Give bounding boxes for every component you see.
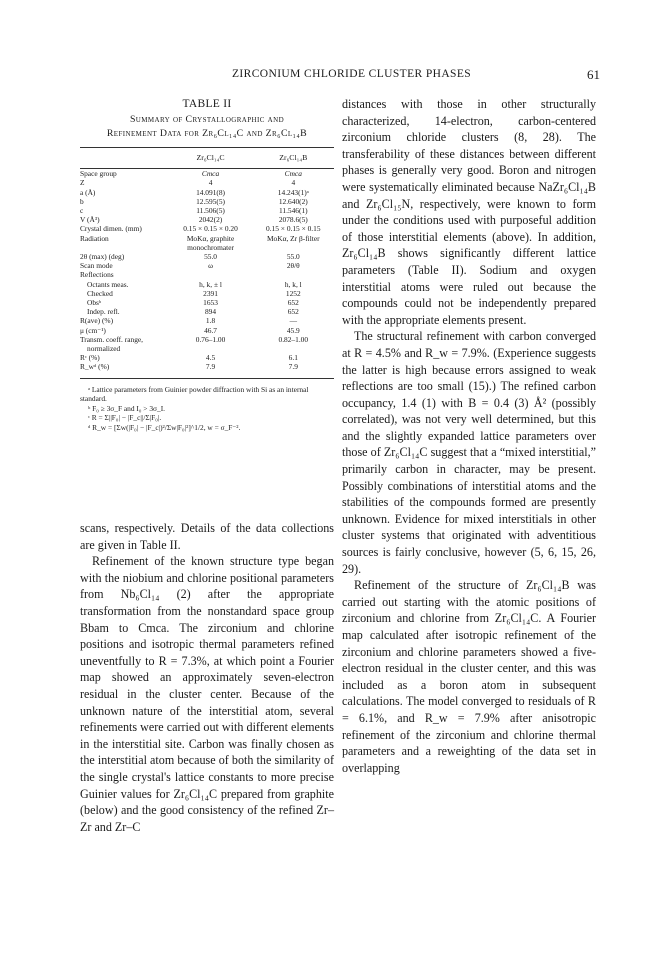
table-footnote: ᵇ F₀ ≥ 3σ_F and I₀ > 3σ_I. xyxy=(88,403,166,413)
zr6cl14c-value: ω xyxy=(208,261,213,271)
row-label: Reflections xyxy=(80,270,114,280)
body-paragraph: The structural refinement with carbon converged at R = 4.5% and R_w = 7.9%. (Experience suggests the latter is high because errors assigned to weak reflections are too small (15).) The refined carbon occupancy, 1.4 (1) with B = 0.4 (3) Å² (possibly correlated), was not very well determined, but this and the slightly expanded lattice parameters over those of Zr₆Cl₁₄C suggest that a “mixed interstitial,” primarily carbon in character, may be present. Possibly combinations of interstitial atoms and the stabilities of the compounds formed are presently unknown. Evidence for mixed interstitials in other cluster systems that originated with adventitious sources is fairly conclusive, however (5, 6, 15, 26, 29). xyxy=(342,329,596,576)
table-row xyxy=(80,178,334,187)
table-row xyxy=(80,316,334,325)
zr6cl14b-value: Cmca xyxy=(284,169,302,179)
zr6cl14b-value: — xyxy=(289,316,297,326)
zr6cl14c-value: MoKα, graphite xyxy=(186,233,235,243)
zr6cl14c-value xyxy=(169,270,253,279)
crystallographic-data-table xyxy=(80,147,334,379)
zr6cl14b-value xyxy=(253,344,334,353)
zr6cl14c-value: 11.506(5) xyxy=(196,206,225,216)
table-footnote: ᵃ Lattice parameters from Guinier powder diffraction with Si as an internal standard. xyxy=(80,384,309,404)
zr6cl14b-value: 1252 xyxy=(285,288,301,298)
row-label: Radiation xyxy=(80,233,109,243)
zr6cl14b-value: 0.82–1.00 xyxy=(278,334,309,344)
row-label: c xyxy=(80,206,84,216)
row-label: Space group xyxy=(80,169,117,179)
zr6cl14b-value: 2θ/θ xyxy=(286,261,300,271)
zr6cl14c-value: h, k, ± l xyxy=(199,279,222,289)
row-label: μ (cm⁻¹) xyxy=(80,325,106,335)
table-footnote: ᵈ R_w = [Σw(|F₀| − |F_c|)²/Σw|F₀|²]^1/2, w = σ_F⁻². xyxy=(88,423,241,433)
row-label: Transm. coeff. range, xyxy=(80,334,144,344)
table-row xyxy=(80,280,334,289)
zr6cl14b-value: 7.9 xyxy=(253,362,334,378)
row-label: V (Å³) xyxy=(80,215,100,225)
zr6cl14b-value: 11.546(1) xyxy=(278,206,308,216)
zr6cl14b-value: 6.1 xyxy=(288,353,298,363)
zr6cl14c-value: 12.595(5) xyxy=(196,196,226,206)
table-row xyxy=(80,326,334,335)
table-row xyxy=(80,169,334,179)
table-row xyxy=(80,206,334,215)
zr6cl14c-value: 4.5 xyxy=(205,353,216,363)
table-row xyxy=(80,353,334,362)
row-label: b xyxy=(80,196,84,206)
zr6cl14b-value: 14.243(1)ᵃ xyxy=(277,187,309,197)
table-row xyxy=(80,335,334,344)
zr6cl14b-value: MoKα, Zr β-filter xyxy=(266,233,320,243)
table-caption-line-1: Summary of Crystallographic and xyxy=(129,114,285,125)
table-row xyxy=(80,362,334,378)
table-row xyxy=(80,188,334,197)
left-column xyxy=(80,96,334,433)
page-header xyxy=(180,67,600,86)
table-row xyxy=(80,234,334,243)
zr6cl14b-value: h, k, l xyxy=(284,279,302,289)
table-header-cell: Zr₆Cl₁₄C xyxy=(169,148,253,169)
zr6cl14b-value: 4 xyxy=(291,178,296,188)
row-label: R(ave) (%) xyxy=(80,316,114,326)
zr6cl14c-value: 0.76–1.00 xyxy=(195,334,226,344)
body-paragraph: distances with those in other structurally characterized, 14-electron, carbon-centered zirconium chloride clusters (8, 28). The transferability of these distances between different phases is generally very good. Boron and nitrogen were systematically eliminated because NaZr₆Cl₁₄B and Zr₆Cl₁₅N, respectively, were known to form under the conditions used with purposeful addition of those interstitial elements (above). In addition, Zr₆Cl₁₄B shows significantly different lattice parameters (Table II). Sodium and oxygen interstitial atoms were ruled out because the compounds could not be independently prepared with the appropriate elements present. xyxy=(342,97,596,327)
zr6cl14c-value: 1653 xyxy=(203,298,218,308)
zr6cl14c-value: monochromater xyxy=(187,242,234,252)
body-paragraph: Refinement of the structure of Zr₆Cl₁₄B was carried out starting with the atomic positions of zirconium and chlorine from Zr₆Cl₁₄C. A Fourier map calculated after isotropic refinement of the zirconium and chlorine parameters showed a five-electron residual in the cluster center, and this was included as a boron atom in subsequent calculations. The model converged to residuals of R = 6.1%, and R_w = 7.9% after anisotropic refinement of the zirconium and chlorine thermal parameters and a reweighting of the data set in overlapping xyxy=(342,578,596,775)
zr6cl14c-value: 55.0 xyxy=(204,252,217,262)
table-row xyxy=(80,261,334,270)
body-paragraph: Refinement of the known structure type began with the niobium and chlorine positional parameters from Nb₆Cl₁₄ (2) after the appropriate transformation from the nonstandard space group Bbam to Cmca. The zirconium and chlorine positions and isotropic thermal parameters refined uneventfully to R = 7.3%, at which point a Fourier map showed an approximately seven-electron residual in the cluster center. Because of the unknown nature of the interstitial atom, several refinements were carried out with different elements in the interstitial site. Carbon was finally chosen as the interstitial atom because of both the similarity of the single crystal's lattice constants to more precise Guinier values for Zr₆Cl₁₄C prepared from graphite (below) and the good consistency of the refined Zr–Zr and Zr–C xyxy=(80,554,334,834)
row-label: Indep. refl. xyxy=(87,307,120,317)
table-row xyxy=(80,243,334,252)
zr6cl14c-value: 4 xyxy=(208,178,213,188)
table-caption xyxy=(80,113,334,141)
zr6cl14b-value xyxy=(253,270,334,279)
row-label: Octants meas. xyxy=(87,279,129,289)
row-label: Z xyxy=(80,178,85,188)
row-label: 2θ (max) (deg) xyxy=(80,252,125,262)
zr6cl14c-value: 1.8 xyxy=(205,316,216,326)
row-label: Scan mode xyxy=(80,261,113,271)
table-title: TABLE II xyxy=(182,98,232,110)
table-row xyxy=(80,270,334,279)
zr6cl14b-value: 0.15 × 0.15 × 0.15 xyxy=(266,224,321,234)
row-label: Crystal dimen. (mm) xyxy=(80,224,142,234)
table-row xyxy=(80,289,334,298)
table-footnote: ᶜ R = Σ||F₀| − |F_c||/Σ|F₀|. xyxy=(88,413,162,423)
row-label: Checked xyxy=(87,288,113,298)
zr6cl14c-value: 2391 xyxy=(203,288,218,298)
table-row xyxy=(80,215,334,224)
table-row xyxy=(80,197,334,206)
table-header-cell: Zr₆Cl₁₄B xyxy=(253,148,334,169)
zr6cl14c-value: 2042(2) xyxy=(198,215,223,225)
zr6cl14b-value: 652 xyxy=(287,307,299,317)
table-footnotes xyxy=(80,385,334,433)
running-title: ZIRCONIUM CHLORIDE CLUSTER PHASES xyxy=(232,68,472,80)
zr6cl14c-value: Cmca xyxy=(201,169,220,179)
row-label: normalized xyxy=(87,344,121,354)
body-paragraph: scans, respectively. Details of the data collections are given in Table II. xyxy=(80,521,334,552)
zr6cl14b-value xyxy=(253,243,334,252)
row-label: a (Å) xyxy=(80,187,96,197)
zr6cl14b-value: 55.0 xyxy=(286,252,300,262)
zr6cl14b-value: 652 xyxy=(287,298,299,308)
table-row xyxy=(80,307,334,316)
table-row xyxy=(80,344,334,353)
table-header-cell xyxy=(80,148,169,169)
left-column-body xyxy=(80,520,334,835)
zr6cl14c-value: 46.7 xyxy=(204,325,217,335)
zr6cl14b-value: 2078.6(5) xyxy=(278,215,308,225)
row-label xyxy=(80,243,169,252)
zr6cl14c-value: 14.091(8) xyxy=(196,187,226,197)
table-header-row xyxy=(80,148,334,169)
row-label: R_wᵈ (%) xyxy=(80,362,169,378)
table-row xyxy=(80,298,334,307)
zr6cl14c-value xyxy=(169,344,253,353)
zr6cl14c-value: 894 xyxy=(204,307,217,317)
page-number: 61 xyxy=(587,67,600,82)
zr6cl14c-value: 7.9 xyxy=(169,362,253,378)
row-label: Rᶜ (%) xyxy=(80,353,100,363)
zr6cl14b-value: 12.640(2) xyxy=(278,196,308,206)
right-column xyxy=(342,96,596,776)
row-label: Obsᵇ xyxy=(87,298,102,308)
zr6cl14b-value: 45.9 xyxy=(286,325,300,335)
table-row xyxy=(80,224,334,233)
table-row xyxy=(80,252,334,261)
table-caption-line-2: Refinement Data for Zr₆Cl₁₄C and Zr₆Cl₁₄B xyxy=(106,128,308,139)
zr6cl14c-value: 0.15 × 0.15 × 0.20 xyxy=(183,224,238,234)
